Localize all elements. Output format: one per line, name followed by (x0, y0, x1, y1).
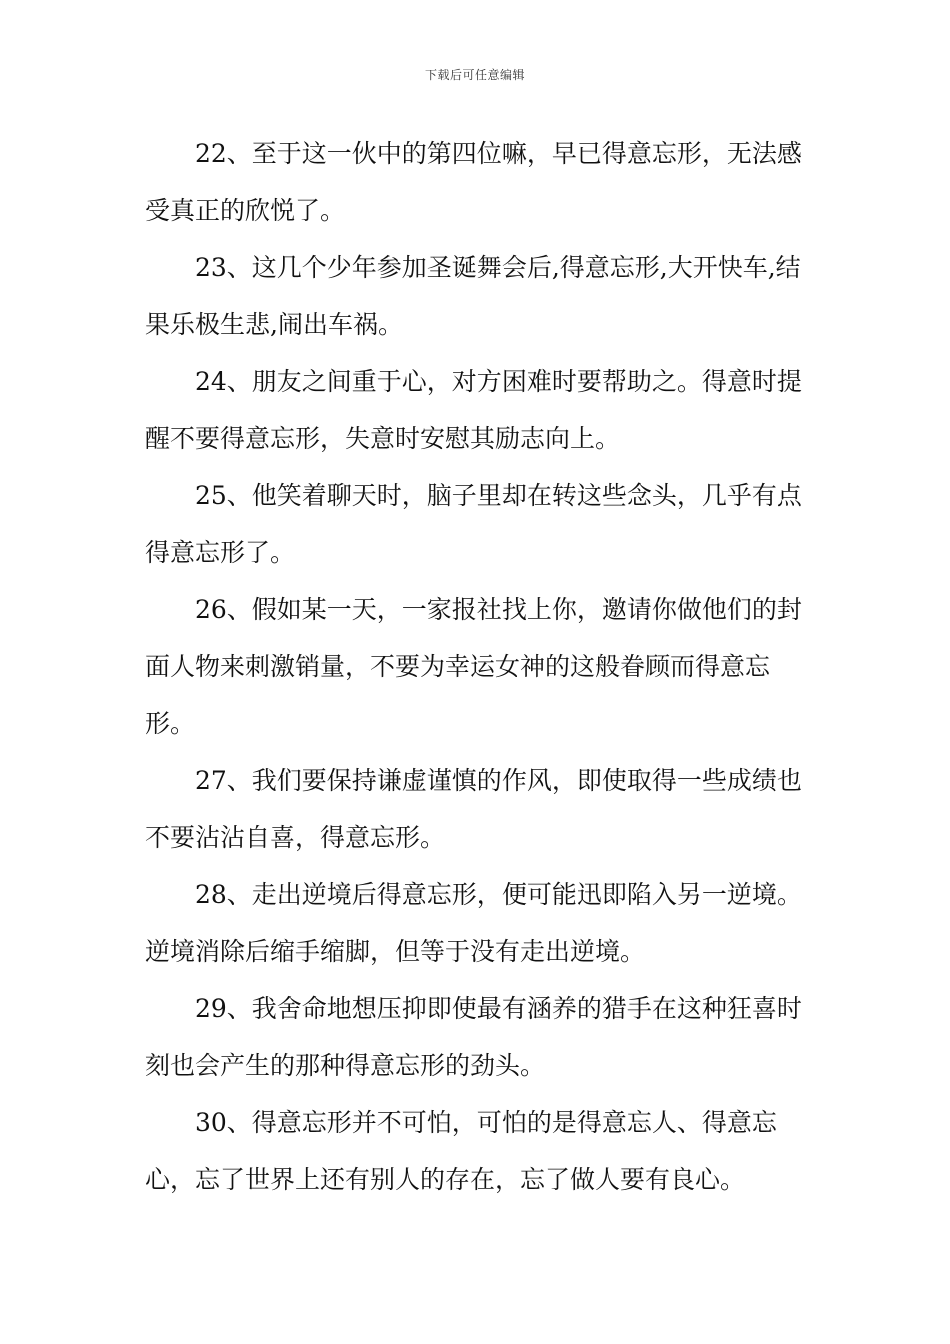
paragraph-27: 27、我们要保持谦虚谨慎的作风，即使取得一些成绩也不要沾沾自喜，得意忘形。 (145, 766, 802, 852)
paragraph-25: 25、他笑着聊天时，脑子里却在转这些念头，几乎有点得意忘形了。 (145, 481, 802, 567)
paragraph-28: 28、走出逆境后得意忘形，便可能迅即陷入另一逆境。逆境消除后缩手缩脚，但等于没有走出逆境。 (145, 880, 802, 966)
paragraph-22: 22、至于这一伙中的第四位嘛，早已得意忘形，无法感受真正的欣悦了。 (145, 139, 802, 225)
document-body (145, 125, 813, 1208)
page-header: 下载后可任意编辑 (424, 68, 525, 82)
paragraph-30: 30、得意忘形并不可怕，可怕的是得意忘人、得意忘心，忘了世界上还有别人的存在，忘了做人要有良心。 (145, 1108, 777, 1194)
paragraph-26: 26、假如某一天，一家报社找上你，邀请你做他们的封面人物来刺激销量，不要为幸运女神的这般眷顾而得意忘形。 (145, 595, 802, 738)
paragraph-24: 24、朋友之间重于心，对方困难时要帮助之。得意时提醒不要得意忘形，失意时安慰其励志向上。 (145, 367, 802, 453)
paragraph-29: 29、我舍命地想压抑即使最有涵养的猎手在这种狂喜时刻也会产生的那种得意忘形的劲头。 (145, 994, 802, 1080)
paragraph-23: 23、这几个少年参加圣诞舞会后,得意忘形,大开快车,结果乐极生悲,闹出车祸。 (145, 253, 801, 339)
